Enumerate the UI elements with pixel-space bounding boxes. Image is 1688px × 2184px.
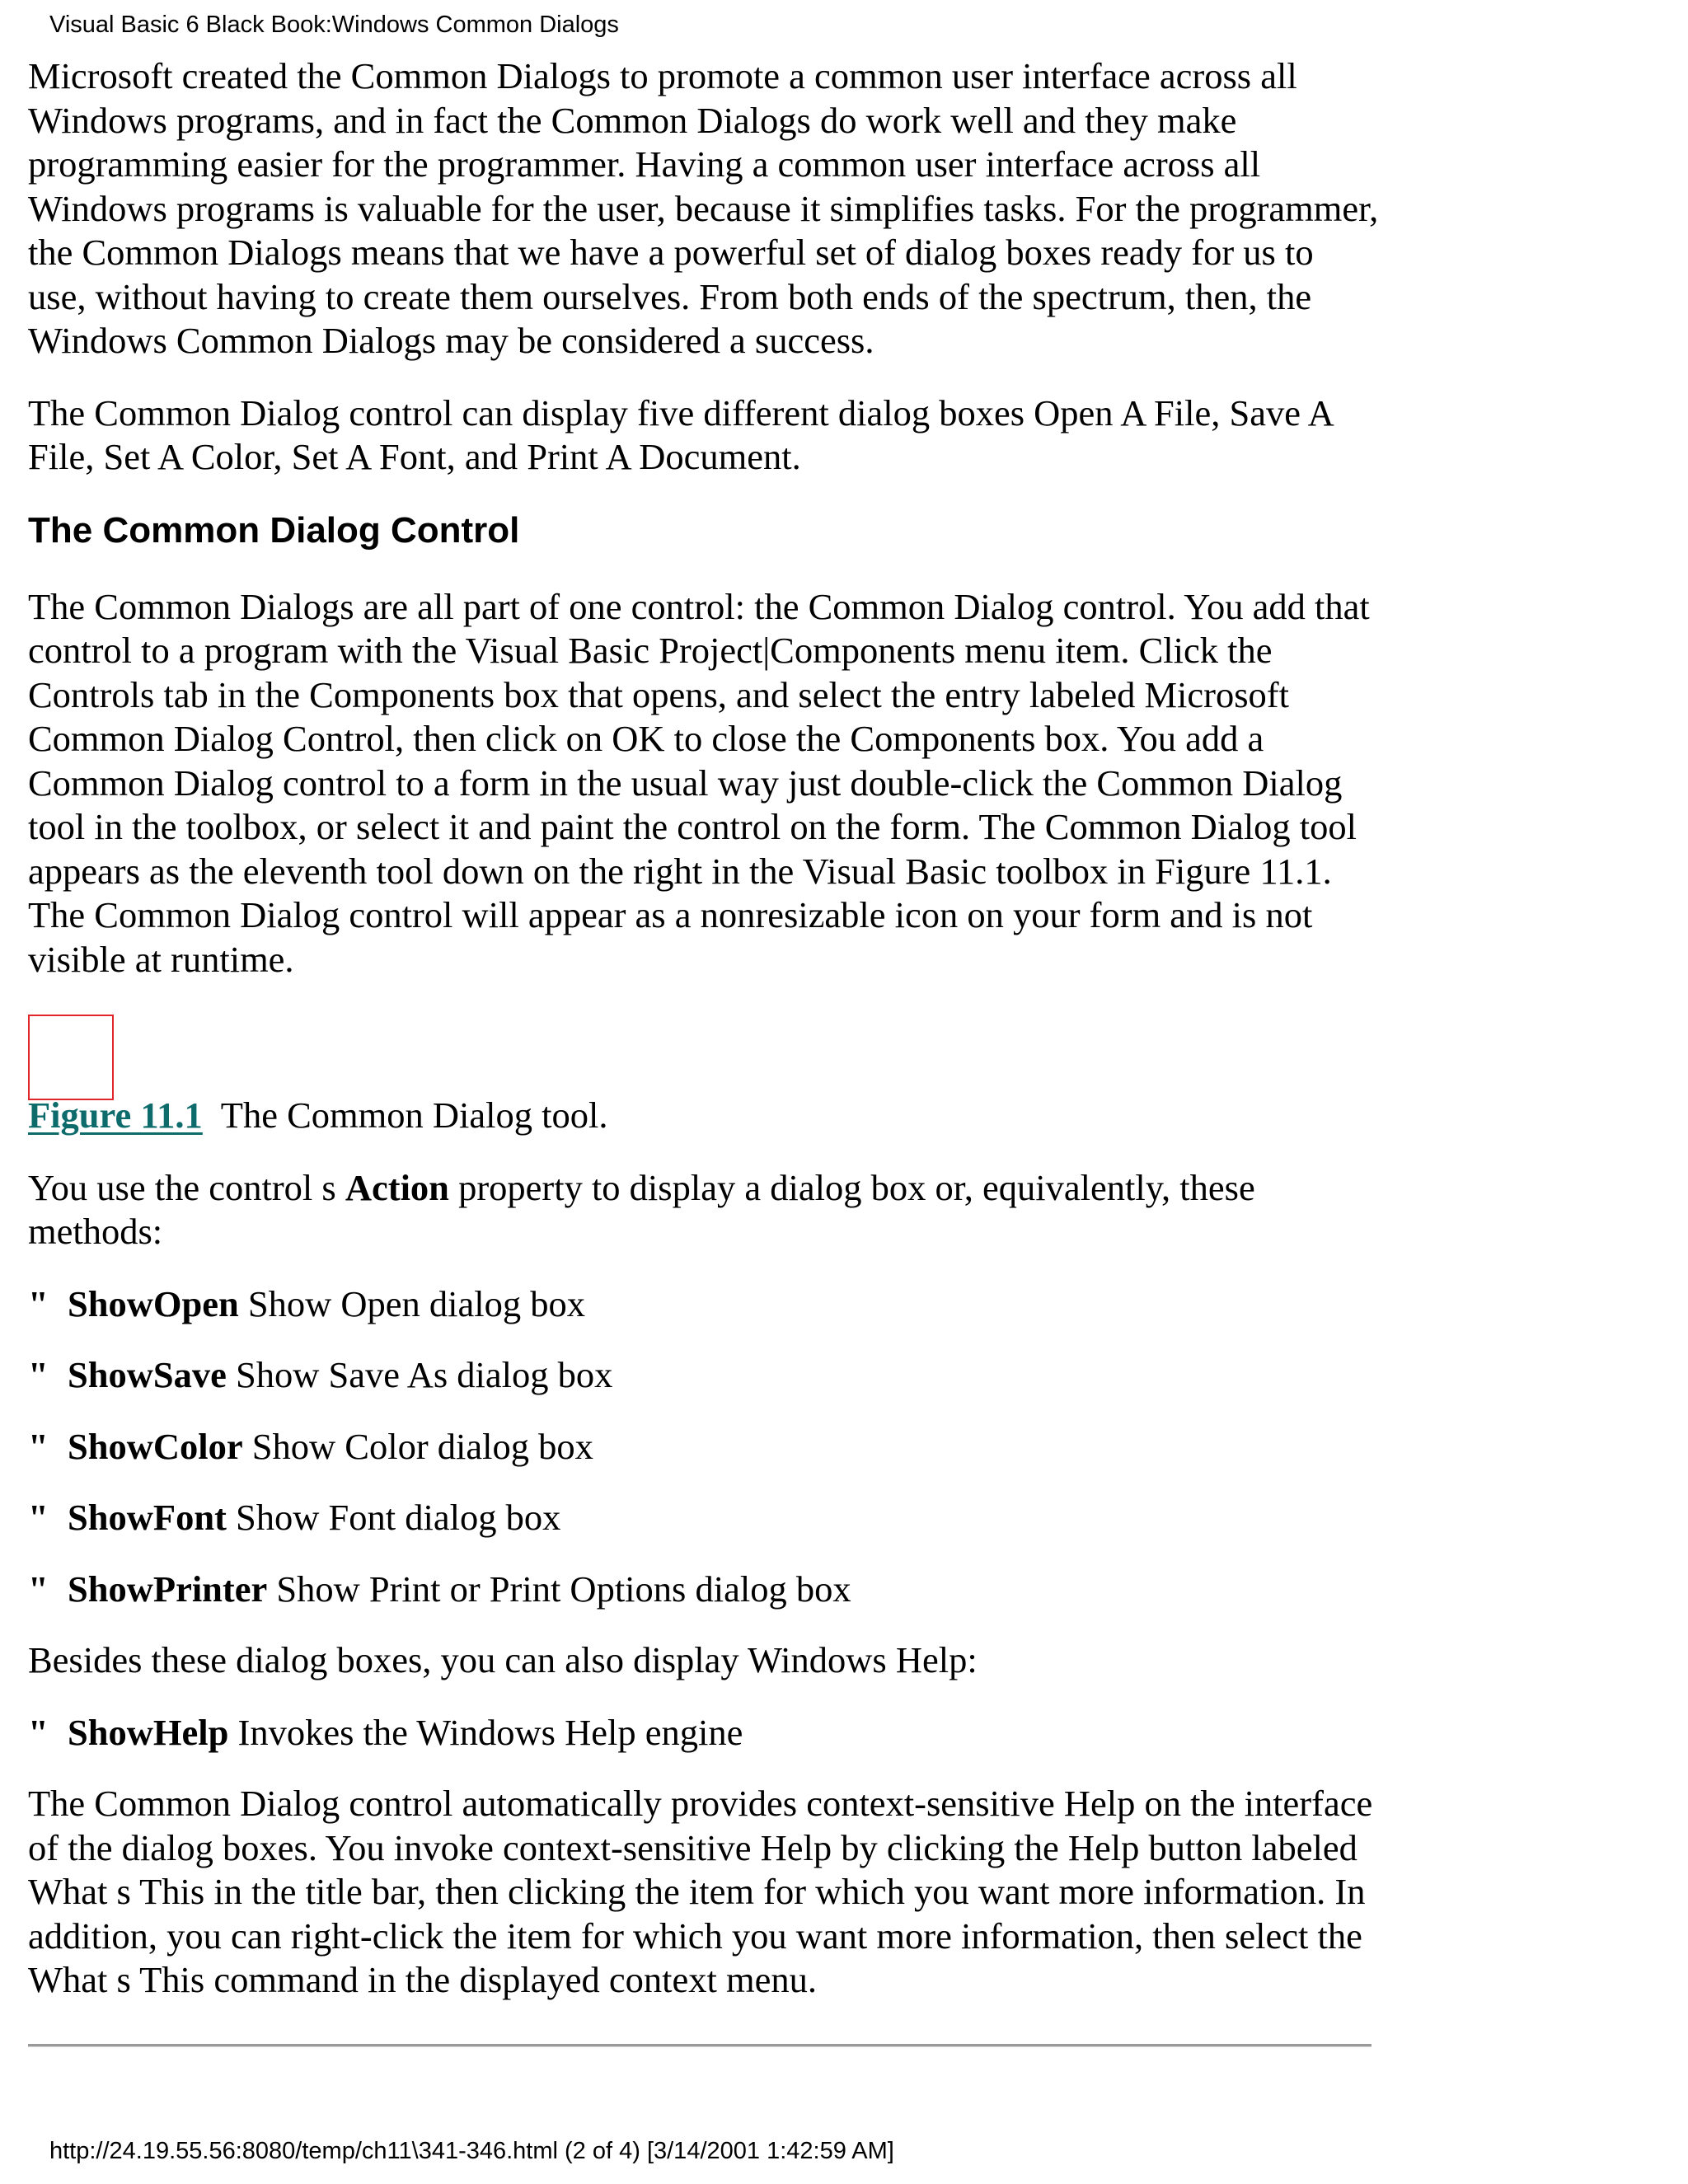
- intro-paragraph: Microsoft created the Common Dialogs to promote a common user interface across all Windows programs, and in fact the Common Dialogs do work well and they make programming easier for the programmer. Having a common user interface across all Windows programs is valuable for the user, because it simplifies tasks. For the programmer, the Common Dialogs means that we have a powerful set of dialog boxes ready for us to use, without having to create them ourselves. From both ends of the spectrum, then, the Windows Common Dialogs may be considered a success.: [28, 55, 1379, 361]
- control-description-paragraph: The Common Dialogs are all part of one control: the Common Dialog control. You add that control to a program with the Visual Basic Project|Components menu item. Click the Controls tab in the Components box that opens, and select the entry labeled Microsoft Common Dialog Control, then click on OK to close the Components box. You add a Common Dialog control to a form in the usual way just double-click the Common Dialog tool in the toolbox, or select it and paint the control on the form. The Common Dialog tool appears as the eleventh tool down on the right in the Visual Basic toolbox in Figure 11.1. The Common Dialog control will appear as a nonresizable icon on your form and is not visible at runtime.: [28, 585, 1370, 980]
- context-help-paragraph: The Common Dialog control automatically provides context-sensitive Help on the interface of the dialog boxes. You invoke context-sensitive Help by clicking the Help button labeled What s This in the title bar, then clicking the item for which you want more information. In addition, you can right-click the item for which you want more information, then select the What s This command in the displayed context menu.: [28, 1783, 1373, 2000]
- list-item: [28, 1711, 1380, 1755]
- bullet-glyph: ": [28, 1711, 49, 1753]
- page-footer-url: http://24.19.55.56:8080/temp/ch11\341-346.html (2 of 4) [3/14/2001 1:42:59 AM]: [49, 2138, 894, 2164]
- method-desc: Show Save As dialog box: [226, 1354, 613, 1395]
- action-text-pre: You use the control s: [28, 1166, 345, 1208]
- besides-paragraph: Besides these dialog boxes, you can also display Windows Help:: [28, 1639, 978, 1680]
- list-item: [28, 1353, 1380, 1398]
- action-paragraph: [28, 1166, 1380, 1254]
- action-text-post: property to display a dialog box or, equivalently, these methods:: [28, 1166, 1255, 1252]
- method-desc: Show Font dialog box: [226, 1497, 561, 1538]
- figure-caption: [28, 1094, 1380, 1138]
- method-desc: Show Color dialog box: [242, 1425, 593, 1467]
- horizontal-rule: [28, 2044, 1372, 2047]
- list-item: [28, 1568, 1380, 1612]
- figure-link[interactable]: Figure 11.1: [28, 1094, 203, 1136]
- method-desc: Show Print or Print Options dialog box: [267, 1568, 851, 1610]
- method-desc: Show Open dialog box: [238, 1282, 586, 1324]
- action-keyword: Action: [345, 1166, 449, 1208]
- method-name: ShowHelp: [68, 1711, 229, 1753]
- list-item: [28, 1496, 1380, 1540]
- method-name: ShowFont: [68, 1497, 227, 1538]
- method-name: ShowColor: [68, 1425, 243, 1467]
- method-name: ShowOpen: [68, 1282, 239, 1324]
- page-header-title: Visual Basic 6 Black Book:Windows Common Dialogs: [49, 12, 619, 38]
- bullet-glyph: ": [28, 1354, 49, 1395]
- method-name: ShowPrinter: [68, 1568, 268, 1610]
- method-desc: Invokes the Windows Help engine: [228, 1711, 743, 1753]
- figure-caption-text: The Common Dialog tool.: [220, 1094, 608, 1136]
- five-boxes-paragraph: The Common Dialog control can display five different dialog boxes Open A File, Save A File, Set A Color, Set A Font, and Print A Document.: [28, 391, 1333, 477]
- bullet-glyph: ": [28, 1282, 49, 1324]
- bullet-glyph: ": [28, 1425, 49, 1467]
- method-name: ShowSave: [68, 1354, 227, 1395]
- section-heading: The Common Dialog Control: [28, 509, 520, 551]
- list-item: [28, 1282, 1380, 1327]
- list-item: [28, 1425, 1380, 1469]
- bullet-glyph: ": [28, 1497, 49, 1538]
- bullet-glyph: ": [28, 1568, 49, 1610]
- document-body: [28, 54, 1380, 2031]
- figure-image-placeholder: [28, 1015, 114, 1100]
